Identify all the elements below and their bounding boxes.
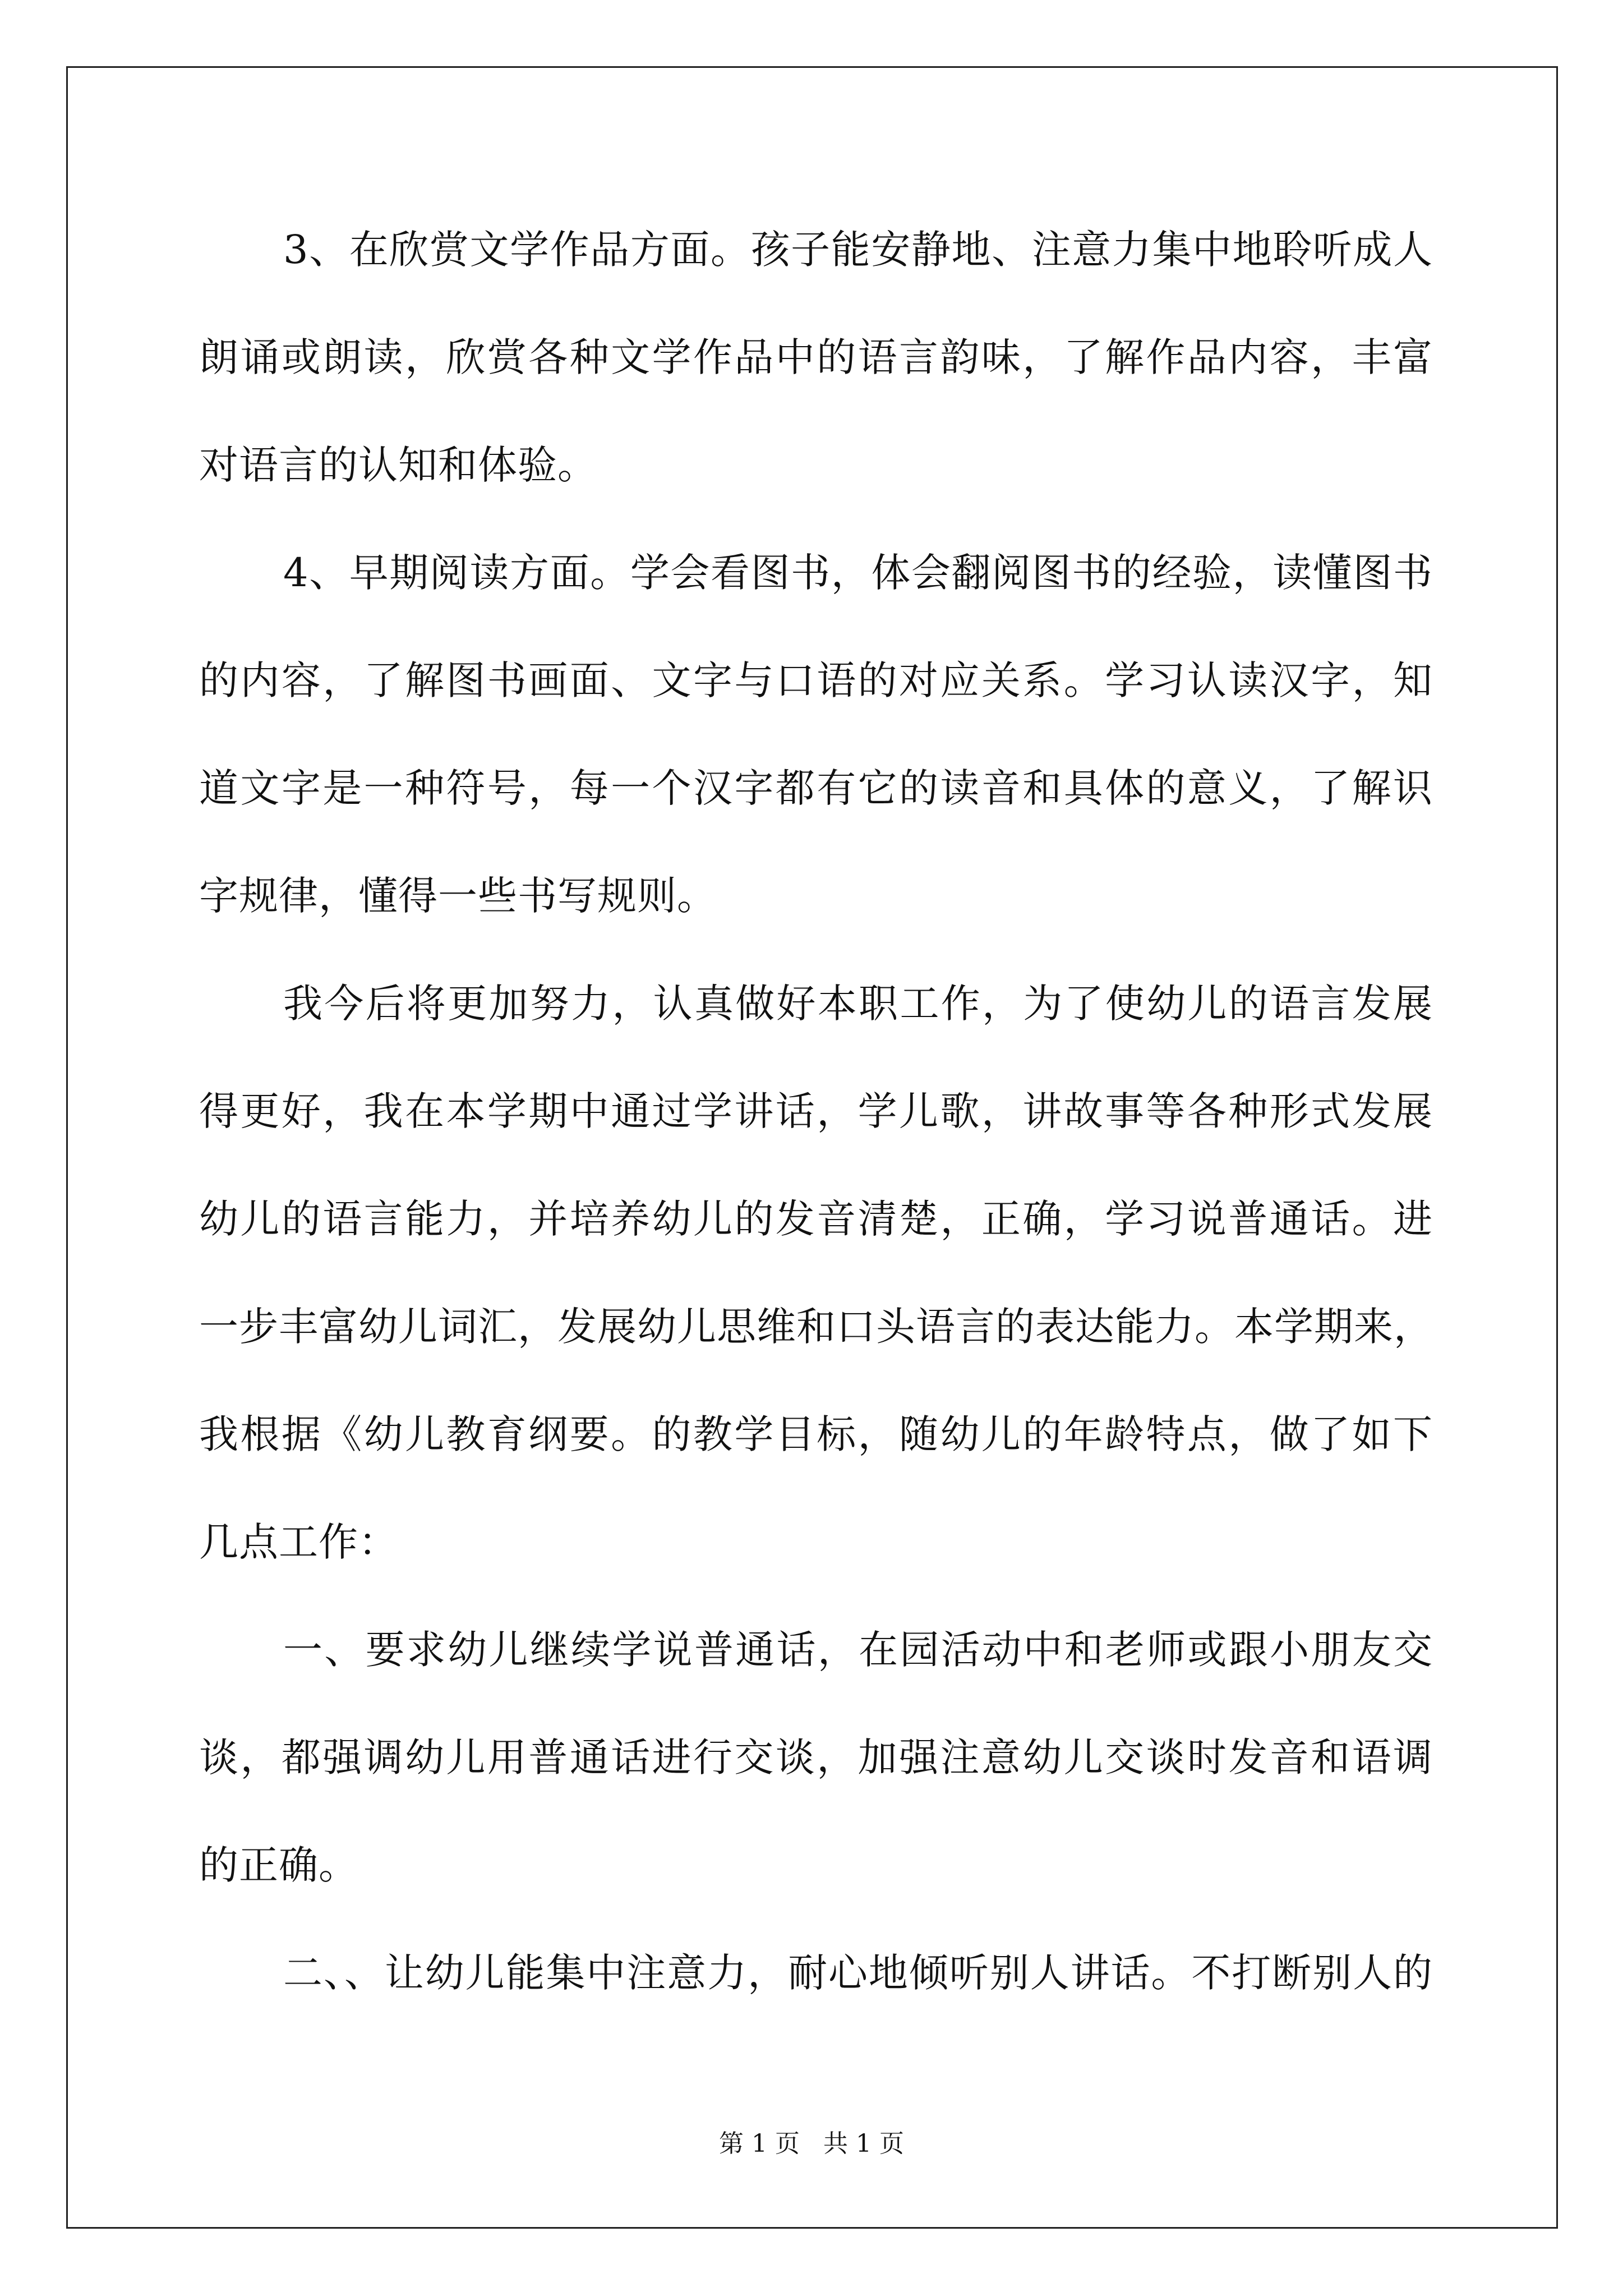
page-footer: 第 1 页 共 1 页	[719, 2129, 904, 2158]
paragraph-line: 道文字是一种符号，每一个汉字都有它的读音和具体的意义，了解识	[199, 765, 1433, 811]
paragraph-line: 我根据《幼儿教育纲要。的教学目标，随幼儿的年龄特点，做了如下	[199, 1411, 1433, 1457]
paragraph-line: 幼儿的语言能力，并培养幼儿的发音清楚，正确，学习说普通话。进	[199, 1196, 1433, 1242]
paragraph-line: 几点工作：	[199, 1519, 398, 1565]
paragraph-line: 得更好，我在本学期中通过学讲话，学儿歌，讲故事等各种形式发展	[199, 1088, 1433, 1134]
paragraph-line: 一步丰富幼儿词汇，发展幼儿思维和口头语言的表达能力。本学期来，	[199, 1304, 1433, 1350]
paragraph-line: 一、要求幼儿继续学说普通话，在园活动中和老师或跟小朋友交	[283, 1627, 1433, 1673]
document-body	[199, 216, 1433, 2047]
paragraph-line: 朗诵或朗读，欣赏各种文学作品中的语言韵味，了解作品内容，丰富	[199, 334, 1433, 380]
paragraph-line: 4、早期阅读方面。学会看图书，体会翻阅图书的经验，读懂图书	[283, 550, 1433, 596]
paragraph-line: 二、、让幼儿能集中注意力，耐心地倾听别人讲话。不打断别人的	[283, 1950, 1433, 1996]
paragraph-line: 3、在欣赏文学作品方面。孩子能安静地、注意力集中地聆听成人	[283, 227, 1433, 273]
paragraph-line: 的正确。	[199, 1842, 358, 1888]
paragraph-line: 的内容，了解图书画面、文字与口语的对应关系。学习认读汉字，知	[199, 657, 1433, 703]
paragraph-line: 对语言的认知和体验。	[199, 442, 597, 488]
paragraph-line: 谈，都强调幼儿用普通话进行交谈，加强注意幼儿交谈时发音和语调	[199, 1734, 1433, 1780]
paragraph-line: 字规律，懂得一些书写规则。	[199, 873, 717, 919]
paragraph-line: 我今后将更加努力，认真做好本职工作，为了使幼儿的语言发展	[283, 981, 1433, 1027]
